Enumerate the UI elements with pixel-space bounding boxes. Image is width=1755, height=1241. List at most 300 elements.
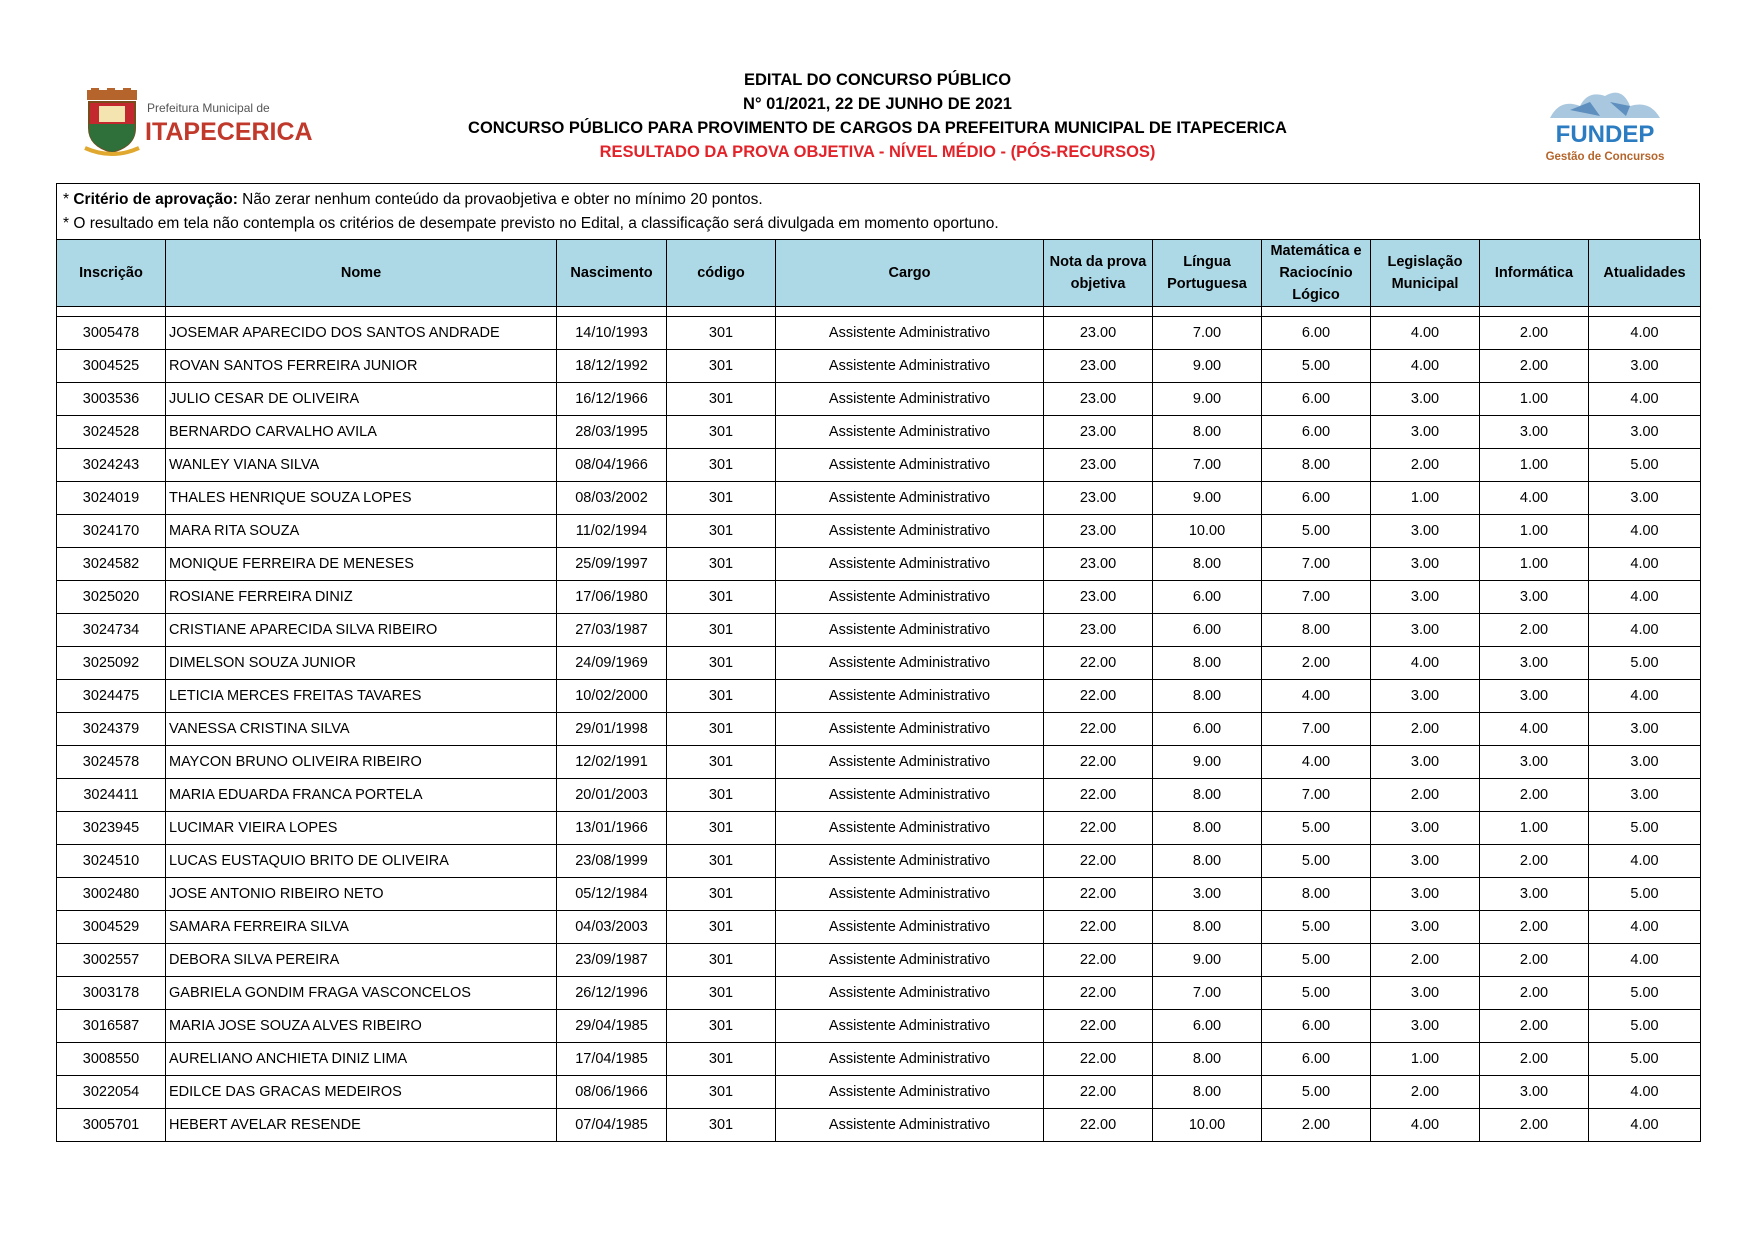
col-atualidades-cell: 5.00 xyxy=(1589,878,1701,911)
col-inscricao-cell: 3025020 xyxy=(57,581,166,614)
col-atualidades-cell: 4.00 xyxy=(1589,317,1701,350)
col-inscricao-cell: 3024510 xyxy=(57,845,166,878)
col-portugues-cell: 8.00 xyxy=(1153,680,1262,713)
col-legislacao-cell: 3.00 xyxy=(1371,383,1480,416)
note-approval-label: Critério de aprovação: xyxy=(73,191,238,208)
col-matematica-cell: 6.00 xyxy=(1262,416,1371,449)
col-nome-cell: MARA RITA SOUZA xyxy=(166,515,557,548)
title-line-3: CONCURSO PÚBLICO PARA PROVIMENTO DE CARGOS DA PREFEITURA MUNICIPAL DE ITAPECERICA xyxy=(468,119,1287,137)
col-matematica-cell: 5.00 xyxy=(1262,977,1371,1010)
col-nascimento-cell: 17/04/1985 xyxy=(557,1043,667,1076)
col-portugues-cell: 3.00 xyxy=(1153,878,1262,911)
col-nota-cell: 22.00 xyxy=(1044,746,1153,779)
col-informatica-cell: 2.00 xyxy=(1480,911,1589,944)
col-atualidades-cell: 5.00 xyxy=(1589,449,1701,482)
col-atualidades-cell: 5.00 xyxy=(1589,1043,1701,1076)
col-cargo-cell: Assistente Administrativo xyxy=(776,581,1044,614)
col-atualidades-cell: 3.00 xyxy=(1589,746,1701,779)
col-portugues-cell: 6.00 xyxy=(1153,614,1262,647)
col-inscricao-cell: 3005478 xyxy=(57,317,166,350)
col-informatica-cell: 2.00 xyxy=(1480,779,1589,812)
col-portugues-cell: 9.00 xyxy=(1153,944,1262,977)
table-row xyxy=(57,581,1701,614)
col-nascimento-cell: 26/12/1996 xyxy=(557,977,667,1010)
col-nome-cell: JOSE ANTONIO RIBEIRO NETO xyxy=(166,878,557,911)
col-matematica-cell: 4.00 xyxy=(1262,680,1371,713)
col-nome-cell: CRISTIANE APARECIDA SILVA RIBEIRO xyxy=(166,614,557,647)
col-nota-cell: 23.00 xyxy=(1044,614,1153,647)
col-legislacao-cell: 3.00 xyxy=(1371,911,1480,944)
col-inscricao-cell: 3024379 xyxy=(57,713,166,746)
col-nascimento-cell: 27/03/1987 xyxy=(557,614,667,647)
table-row xyxy=(57,383,1701,416)
col-portugues-cell: 8.00 xyxy=(1153,647,1262,680)
col-informatica-cell: 2.00 xyxy=(1480,614,1589,647)
col-matematica-cell: 8.00 xyxy=(1262,449,1371,482)
col-matematica-cell: 2.00 xyxy=(1262,1109,1371,1142)
col-portugues-cell: 10.00 xyxy=(1153,1109,1262,1142)
col-portugues-cell: 8.00 xyxy=(1153,548,1262,581)
col-nota-cell: 23.00 xyxy=(1044,416,1153,449)
col-nascimento-cell: 05/12/1984 xyxy=(557,878,667,911)
col-nascimento-cell: 04/03/2003 xyxy=(557,911,667,944)
col-informatica-cell: 3.00 xyxy=(1480,416,1589,449)
col-codigo-cell: 301 xyxy=(667,779,776,812)
col-cargo-cell: Assistente Administrativo xyxy=(776,845,1044,878)
col-inscricao-cell: 3002480 xyxy=(57,878,166,911)
col-nascimento-cell: 25/09/1997 xyxy=(557,548,667,581)
col-nome-cell: VANESSA CRISTINA SILVA xyxy=(166,713,557,746)
col-cargo-cell: Assistente Administrativo xyxy=(776,317,1044,350)
col-codigo-cell: 301 xyxy=(667,911,776,944)
col-legislacao-header: Legislação Municipal xyxy=(1371,240,1480,307)
col-codigo-cell: 301 xyxy=(667,1076,776,1109)
col-nascimento-cell: 13/01/1966 xyxy=(557,812,667,845)
col-inscricao-cell: 3024582 xyxy=(57,548,166,581)
col-nome-cell: DEBORA SILVA PEREIRA xyxy=(166,944,557,977)
table-row xyxy=(57,482,1701,515)
col-informatica-cell: 2.00 xyxy=(1480,1043,1589,1076)
col-nome-cell: GABRIELA GONDIM FRAGA VASCONCELOS xyxy=(166,977,557,1010)
col-cargo-cell: Assistente Administrativo xyxy=(776,383,1044,416)
document-header xyxy=(0,0,1755,180)
col-inscricao-cell: 3024243 xyxy=(57,449,166,482)
col-codigo-cell: 301 xyxy=(667,746,776,779)
col-nascimento-cell: 11/02/1994 xyxy=(557,515,667,548)
col-matematica-cell: 5.00 xyxy=(1262,944,1371,977)
col-matematica-header: Matemática e Raciocínio Lógico xyxy=(1262,240,1371,307)
col-nota-cell: 22.00 xyxy=(1044,713,1153,746)
col-atualidades-header: Atualidades xyxy=(1589,240,1701,307)
col-cargo-cell: Assistente Administrativo xyxy=(776,1076,1044,1109)
table-row xyxy=(57,548,1701,581)
col-matematica-cell: 7.00 xyxy=(1262,779,1371,812)
col-matematica-cell: 7.00 xyxy=(1262,581,1371,614)
col-legislacao-cell: 1.00 xyxy=(1371,1043,1480,1076)
col-nascimento-cell: 12/02/1991 xyxy=(557,746,667,779)
col-cargo-cell: Assistente Administrativo xyxy=(776,449,1044,482)
table-row xyxy=(57,1109,1701,1142)
col-atualidades-cell: 4.00 xyxy=(1589,845,1701,878)
col-nascimento-cell: 14/10/1993 xyxy=(557,317,667,350)
col-nascimento-cell: 17/06/1980 xyxy=(557,581,667,614)
col-cargo-cell: Assistente Administrativo xyxy=(776,911,1044,944)
col-codigo-cell: 301 xyxy=(667,515,776,548)
table-row xyxy=(57,845,1701,878)
col-matematica-cell: 5.00 xyxy=(1262,845,1371,878)
col-matematica-cell: 8.00 xyxy=(1262,878,1371,911)
col-nota-cell: 23.00 xyxy=(1044,350,1153,383)
table-row xyxy=(57,1076,1701,1109)
col-nota-cell: 22.00 xyxy=(1044,1010,1153,1043)
col-atualidades-cell: 3.00 xyxy=(1589,713,1701,746)
table-row xyxy=(57,977,1701,1010)
col-codigo-cell: 301 xyxy=(667,449,776,482)
col-cargo-cell: Assistente Administrativo xyxy=(776,680,1044,713)
col-atualidades-cell: 4.00 xyxy=(1589,1109,1701,1142)
col-nome-cell: MARIA EDUARDA FRANCA PORTELA xyxy=(166,779,557,812)
col-nascimento-cell: 29/01/1998 xyxy=(557,713,667,746)
col-codigo-cell: 301 xyxy=(667,416,776,449)
col-portugues-cell: 8.00 xyxy=(1153,1076,1262,1109)
col-informatica-cell: 3.00 xyxy=(1480,878,1589,911)
col-matematica-cell: 6.00 xyxy=(1262,1043,1371,1076)
col-nota-cell: 22.00 xyxy=(1044,878,1153,911)
table-row xyxy=(57,911,1701,944)
col-portugues-cell: 8.00 xyxy=(1153,911,1262,944)
col-matematica-cell: 7.00 xyxy=(1262,548,1371,581)
col-nome-cell: WANLEY VIANA SILVA xyxy=(166,449,557,482)
table-row xyxy=(57,449,1701,482)
col-nota-cell: 22.00 xyxy=(1044,1109,1153,1142)
table-row xyxy=(57,812,1701,845)
col-nome-cell: THALES HENRIQUE SOUZA LOPES xyxy=(166,482,557,515)
table-row xyxy=(57,350,1701,383)
col-nome-cell: BERNARDO CARVALHO AVILA xyxy=(166,416,557,449)
col-codigo-cell: 301 xyxy=(667,812,776,845)
col-portugues-cell: 7.00 xyxy=(1153,317,1262,350)
table-row xyxy=(57,680,1701,713)
col-cargo-cell: Assistente Administrativo xyxy=(776,647,1044,680)
col-matematica-cell: 5.00 xyxy=(1262,911,1371,944)
col-matematica-cell: 8.00 xyxy=(1262,614,1371,647)
col-nome-cell: HEBERT AVELAR RESENDE xyxy=(166,1109,557,1142)
col-inscricao-cell: 3002557 xyxy=(57,944,166,977)
col-inscricao-cell: 3024578 xyxy=(57,746,166,779)
col-atualidades-cell: 4.00 xyxy=(1589,548,1701,581)
col-legislacao-cell: 2.00 xyxy=(1371,713,1480,746)
col-nota-cell: 22.00 xyxy=(1044,977,1153,1010)
table-body xyxy=(57,307,1701,1142)
col-matematica-cell: 6.00 xyxy=(1262,482,1371,515)
col-atualidades-cell: 4.00 xyxy=(1589,680,1701,713)
col-legislacao-cell: 4.00 xyxy=(1371,350,1480,383)
col-nota-cell: 22.00 xyxy=(1044,845,1153,878)
col-portugues-cell: 8.00 xyxy=(1153,1043,1262,1076)
col-cargo-cell: Assistente Administrativo xyxy=(776,350,1044,383)
col-informatica-cell: 3.00 xyxy=(1480,680,1589,713)
col-portugues-cell: 9.00 xyxy=(1153,383,1262,416)
col-informatica-cell: 4.00 xyxy=(1480,713,1589,746)
results-table-container xyxy=(56,183,1700,1142)
table-spacer-row xyxy=(57,307,1701,317)
col-atualidades-cell: 4.00 xyxy=(1589,515,1701,548)
col-atualidades-cell: 4.00 xyxy=(1589,383,1701,416)
col-nascimento-cell: 18/12/1992 xyxy=(557,350,667,383)
col-nome-cell: EDILCE DAS GRACAS MEDEIROS xyxy=(166,1076,557,1109)
col-informatica-cell: 2.00 xyxy=(1480,944,1589,977)
col-nota-cell: 22.00 xyxy=(1044,1043,1153,1076)
logo-left-small-text: Prefeitura Municipal de xyxy=(147,101,270,115)
table-row xyxy=(57,944,1701,977)
col-legislacao-cell: 3.00 xyxy=(1371,548,1480,581)
col-atualidades-cell: 4.00 xyxy=(1589,581,1701,614)
col-nascimento-cell: 08/06/1966 xyxy=(557,1076,667,1109)
col-matematica-cell: 5.00 xyxy=(1262,812,1371,845)
col-cargo-cell: Assistente Administrativo xyxy=(776,779,1044,812)
col-nascimento-cell: 16/12/1966 xyxy=(557,383,667,416)
col-atualidades-cell: 4.00 xyxy=(1589,911,1701,944)
table-header-row xyxy=(57,240,1701,307)
col-cargo-header: Cargo xyxy=(776,240,1044,307)
col-matematica-cell: 6.00 xyxy=(1262,383,1371,416)
col-nascimento-cell: 24/09/1969 xyxy=(557,647,667,680)
col-nota-header: Nota da prova objetiva xyxy=(1044,240,1153,307)
col-portugues-cell: 8.00 xyxy=(1153,416,1262,449)
table-row xyxy=(57,647,1701,680)
col-cargo-cell: Assistente Administrativo xyxy=(776,944,1044,977)
col-inscricao-cell: 3008550 xyxy=(57,1043,166,1076)
col-codigo-header: código xyxy=(667,240,776,307)
col-informatica-cell: 4.00 xyxy=(1480,482,1589,515)
col-nota-cell: 23.00 xyxy=(1044,515,1153,548)
title-line-4: RESULTADO DA PROVA OBJETIVA - NÍVEL MÉDIO - (PÓS-RECURSOS) xyxy=(599,143,1156,161)
col-informatica-cell: 2.00 xyxy=(1480,977,1589,1010)
table-row xyxy=(57,1043,1701,1076)
note-approval-criteria: * Critério de aprovação: Não zerar nenhum conteúdo da provaobjetiva e obter no mínimo 20 pontos. xyxy=(63,191,763,208)
col-codigo-cell: 301 xyxy=(667,713,776,746)
col-informatica-cell: 2.00 xyxy=(1480,1109,1589,1142)
col-matematica-cell: 6.00 xyxy=(1262,1010,1371,1043)
col-nome-cell: MONIQUE FERREIRA DE MENESES xyxy=(166,548,557,581)
col-atualidades-cell: 4.00 xyxy=(1589,1076,1701,1109)
col-atualidades-cell: 3.00 xyxy=(1589,779,1701,812)
col-cargo-cell: Assistente Administrativo xyxy=(776,548,1044,581)
col-inscricao-cell: 3022054 xyxy=(57,1076,166,1109)
col-nascimento-cell: 08/04/1966 xyxy=(557,449,667,482)
col-legislacao-cell: 2.00 xyxy=(1371,449,1480,482)
col-cargo-cell: Assistente Administrativo xyxy=(776,482,1044,515)
col-legislacao-cell: 2.00 xyxy=(1371,779,1480,812)
col-inscricao-cell: 3024019 xyxy=(57,482,166,515)
col-portugues-cell: 9.00 xyxy=(1153,746,1262,779)
col-cargo-cell: Assistente Administrativo xyxy=(776,713,1044,746)
col-matematica-cell: 5.00 xyxy=(1262,350,1371,383)
col-inscricao-cell: 3003536 xyxy=(57,383,166,416)
col-portugues-cell: 10.00 xyxy=(1153,515,1262,548)
col-portugues-cell: 8.00 xyxy=(1153,845,1262,878)
col-informatica-header: Informática xyxy=(1480,240,1589,307)
col-portugues-cell: 8.00 xyxy=(1153,812,1262,845)
col-matematica-cell: 5.00 xyxy=(1262,515,1371,548)
col-cargo-cell: Assistente Administrativo xyxy=(776,812,1044,845)
col-codigo-cell: 301 xyxy=(667,350,776,383)
col-cargo-cell: Assistente Administrativo xyxy=(776,878,1044,911)
col-inscricao-cell: 3024475 xyxy=(57,680,166,713)
col-informatica-cell: 1.00 xyxy=(1480,383,1589,416)
col-atualidades-cell: 5.00 xyxy=(1589,1010,1701,1043)
col-cargo-cell: Assistente Administrativo xyxy=(776,515,1044,548)
col-portugues-cell: 7.00 xyxy=(1153,977,1262,1010)
fundep-logo xyxy=(1530,80,1680,165)
col-cargo-cell: Assistente Administrativo xyxy=(776,1010,1044,1043)
logo-right-small-text: Gestão de Concursos xyxy=(1545,151,1665,163)
col-inscricao-cell: 3025092 xyxy=(57,647,166,680)
col-informatica-cell: 2.00 xyxy=(1480,317,1589,350)
col-informatica-cell: 1.00 xyxy=(1480,515,1589,548)
col-atualidades-cell: 3.00 xyxy=(1589,416,1701,449)
col-nome-cell: MARIA JOSE SOUZA ALVES RIBEIRO xyxy=(166,1010,557,1043)
col-inscricao-cell: 3024734 xyxy=(57,614,166,647)
col-cargo-cell: Assistente Administrativo xyxy=(776,1109,1044,1142)
note-tiebreak: * O resultado em tela não contempla os critérios de desempate previsto no Edital, a classificação será divulgada em momento oportuno. xyxy=(63,215,999,232)
table-row xyxy=(57,878,1701,911)
table-row xyxy=(57,713,1701,746)
col-nascimento-cell: 07/04/1985 xyxy=(557,1109,667,1142)
col-cargo-cell: Assistente Administrativo xyxy=(776,746,1044,779)
col-codigo-cell: 301 xyxy=(667,581,776,614)
col-nome-cell: JULIO CESAR DE OLIVEIRA xyxy=(166,383,557,416)
note-approval-text: Não zerar nenhum conteúdo da provaobjetiva e obter no mínimo 20 pontos. xyxy=(237,191,763,208)
col-codigo-cell: 301 xyxy=(667,482,776,515)
results-table xyxy=(56,239,1701,1142)
table-row xyxy=(57,746,1701,779)
col-atualidades-cell: 3.00 xyxy=(1589,482,1701,515)
col-nota-cell: 22.00 xyxy=(1044,647,1153,680)
col-portugues-cell: 9.00 xyxy=(1153,350,1262,383)
col-legislacao-cell: 3.00 xyxy=(1371,845,1480,878)
col-nota-cell: 23.00 xyxy=(1044,581,1153,614)
col-atualidades-cell: 4.00 xyxy=(1589,944,1701,977)
col-codigo-cell: 301 xyxy=(667,1043,776,1076)
col-codigo-cell: 301 xyxy=(667,944,776,977)
col-atualidades-cell: 3.00 xyxy=(1589,350,1701,383)
col-nome-cell: SAMARA FERREIRA SILVA xyxy=(166,911,557,944)
col-atualidades-cell: 5.00 xyxy=(1589,647,1701,680)
col-nota-cell: 22.00 xyxy=(1044,680,1153,713)
col-nome-cell: ROSIANE FERREIRA DINIZ xyxy=(166,581,557,614)
col-codigo-cell: 301 xyxy=(667,845,776,878)
col-codigo-cell: 301 xyxy=(667,548,776,581)
col-legislacao-cell: 4.00 xyxy=(1371,647,1480,680)
col-inscricao-cell: 3024170 xyxy=(57,515,166,548)
col-nota-cell: 22.00 xyxy=(1044,911,1153,944)
col-nascimento-cell: 20/01/2003 xyxy=(557,779,667,812)
col-atualidades-cell: 5.00 xyxy=(1589,812,1701,845)
col-legislacao-cell: 3.00 xyxy=(1371,746,1480,779)
table-row xyxy=(57,515,1701,548)
col-nascimento-cell: 29/04/1985 xyxy=(557,1010,667,1043)
logo-right-big-text: FUNDEP xyxy=(1555,121,1655,148)
col-nascimento-cell: 23/08/1999 xyxy=(557,845,667,878)
col-nome-cell: LUCAS EUSTAQUIO BRITO DE OLIVEIRA xyxy=(166,845,557,878)
col-informatica-cell: 1.00 xyxy=(1480,449,1589,482)
notes-box xyxy=(56,183,1700,239)
col-cargo-cell: Assistente Administrativo xyxy=(776,614,1044,647)
col-informatica-cell: 3.00 xyxy=(1480,746,1589,779)
col-legislacao-cell: 3.00 xyxy=(1371,680,1480,713)
col-matematica-cell: 7.00 xyxy=(1262,713,1371,746)
col-nota-cell: 23.00 xyxy=(1044,383,1153,416)
col-codigo-cell: 301 xyxy=(667,1010,776,1043)
col-inscricao-cell: 3004525 xyxy=(57,350,166,383)
col-nome-cell: AURELIANO ANCHIETA DINIZ LIMA xyxy=(166,1043,557,1076)
col-legislacao-cell: 3.00 xyxy=(1371,1010,1480,1043)
col-portugues-cell: 9.00 xyxy=(1153,482,1262,515)
col-codigo-cell: 301 xyxy=(667,647,776,680)
col-nome-cell: LETICIA MERCES FREITAS TAVARES xyxy=(166,680,557,713)
col-legislacao-cell: 2.00 xyxy=(1371,944,1480,977)
col-nascimento-cell: 08/03/2002 xyxy=(557,482,667,515)
col-legislacao-cell: 3.00 xyxy=(1371,581,1480,614)
table-row xyxy=(57,1010,1701,1043)
table-row xyxy=(57,317,1701,350)
col-nome-cell: JOSEMAR APARECIDO DOS SANTOS ANDRADE xyxy=(166,317,557,350)
col-legislacao-cell: 3.00 xyxy=(1371,977,1480,1010)
col-informatica-cell: 2.00 xyxy=(1480,845,1589,878)
col-nome-header: Nome xyxy=(166,240,557,307)
col-informatica-cell: 3.00 xyxy=(1480,581,1589,614)
col-informatica-cell: 3.00 xyxy=(1480,1076,1589,1109)
col-codigo-cell: 301 xyxy=(667,317,776,350)
col-portugues-header: Língua Portuguesa xyxy=(1153,240,1262,307)
col-cargo-cell: Assistente Administrativo xyxy=(776,416,1044,449)
col-portugues-cell: 6.00 xyxy=(1153,1010,1262,1043)
col-codigo-cell: 301 xyxy=(667,614,776,647)
col-matematica-cell: 5.00 xyxy=(1262,1076,1371,1109)
col-legislacao-cell: 3.00 xyxy=(1371,878,1480,911)
col-nascimento-header: Nascimento xyxy=(557,240,667,307)
col-cargo-cell: Assistente Administrativo xyxy=(776,1043,1044,1076)
col-nascimento-cell: 10/02/2000 xyxy=(557,680,667,713)
col-codigo-cell: 301 xyxy=(667,1109,776,1142)
table-row xyxy=(57,614,1701,647)
col-codigo-cell: 301 xyxy=(667,383,776,416)
col-inscricao-cell: 3024528 xyxy=(57,416,166,449)
col-nome-cell: LUCIMAR VIEIRA LOPES xyxy=(166,812,557,845)
col-nota-cell: 23.00 xyxy=(1044,317,1153,350)
col-nota-cell: 23.00 xyxy=(1044,449,1153,482)
col-atualidades-cell: 5.00 xyxy=(1589,977,1701,1010)
col-nota-cell: 22.00 xyxy=(1044,1076,1153,1109)
document-titles xyxy=(0,68,1755,164)
col-atualidades-cell: 4.00 xyxy=(1589,614,1701,647)
col-portugues-cell: 8.00 xyxy=(1153,779,1262,812)
col-matematica-cell: 2.00 xyxy=(1262,647,1371,680)
col-legislacao-cell: 3.00 xyxy=(1371,515,1480,548)
col-nota-cell: 23.00 xyxy=(1044,482,1153,515)
col-portugues-cell: 6.00 xyxy=(1153,713,1262,746)
col-nome-cell: MAYCON BRUNO OLIVEIRA RIBEIRO xyxy=(166,746,557,779)
col-inscricao-cell: 3003178 xyxy=(57,977,166,1010)
col-nascimento-cell: 28/03/1995 xyxy=(557,416,667,449)
title-line-1: EDITAL DO CONCURSO PÚBLICO xyxy=(743,71,1012,89)
col-legislacao-cell: 3.00 xyxy=(1371,416,1480,449)
col-matematica-cell: 6.00 xyxy=(1262,317,1371,350)
col-nota-cell: 22.00 xyxy=(1044,779,1153,812)
col-portugues-cell: 6.00 xyxy=(1153,581,1262,614)
col-legislacao-cell: 1.00 xyxy=(1371,482,1480,515)
